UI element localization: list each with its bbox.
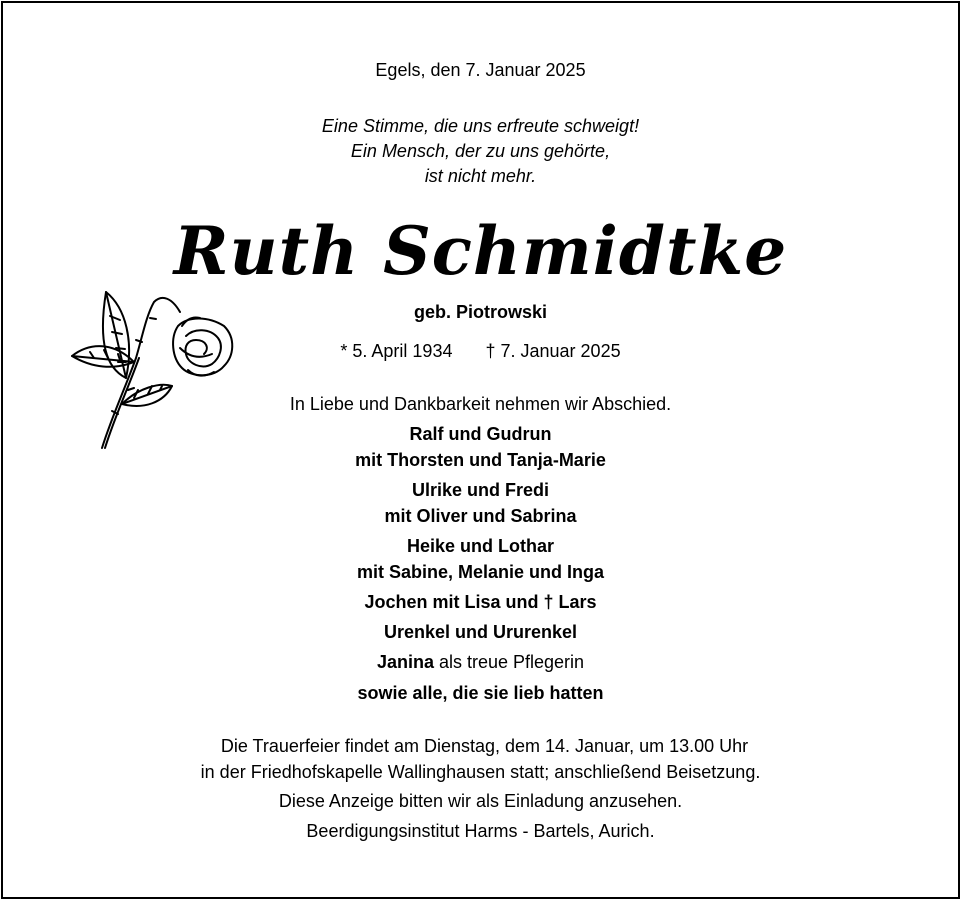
verse-line: Ein Mensch, der zu uns gehörte, — [350, 141, 611, 161]
mourner-line: Ralf und Gudrun — [409, 424, 552, 444]
mourner-line: mit Thorsten und Tanja-Marie — [355, 450, 606, 470]
verse-line: Eine Stimme, die uns erfreute schweigt! — [321, 116, 640, 136]
maiden-name: geb. Piotrowski — [413, 302, 548, 322]
caregiver-line — [0, 652, 961, 673]
mourner-line: mit Sabine, Melanie und Inga — [356, 562, 605, 582]
verse-line: ist nicht mehr. — [424, 166, 537, 186]
mourner-line: Urenkel und Ururenkel — [383, 622, 578, 642]
funeral-home-line: Beerdigungsinstitut Harms - Bartels, Aurich. — [306, 821, 655, 841]
mourner-line: mit Oliver und Sabrina — [384, 506, 577, 526]
caregiver-name: Janina — [376, 652, 434, 672]
death-date: † 7. Januar 2025 — [485, 341, 621, 361]
service-line: in der Friedhofskapelle Wallinghausen statt; anschließend Beisetzung. — [200, 762, 761, 782]
mourner-line: Ulrike und Fredi — [411, 480, 550, 500]
deceased-name: Ruth Schmidtke — [173, 212, 788, 290]
birth-date: * 5. April 1934 — [340, 341, 453, 361]
closing-line: sowie alle, die sie lieb hatten — [357, 683, 604, 703]
place-date: Egels, den 7. Januar 2025 — [375, 60, 586, 80]
caregiver-role: als treue Pflegerin — [433, 652, 585, 672]
farewell-intro: In Liebe und Dankbarkeit nehmen wir Abschied. — [289, 394, 672, 414]
mourner-line: Jochen mit Lisa und † Lars — [364, 592, 597, 612]
invitation-line: Diese Anzeige bitten wir als Einladung anzusehen. — [278, 791, 683, 811]
mourner-line: Heike und Lothar — [406, 536, 554, 556]
service-line: Die Trauerfeier findet am Dienstag, dem 14. Januar, um 13.00 Uhr — [220, 736, 749, 756]
